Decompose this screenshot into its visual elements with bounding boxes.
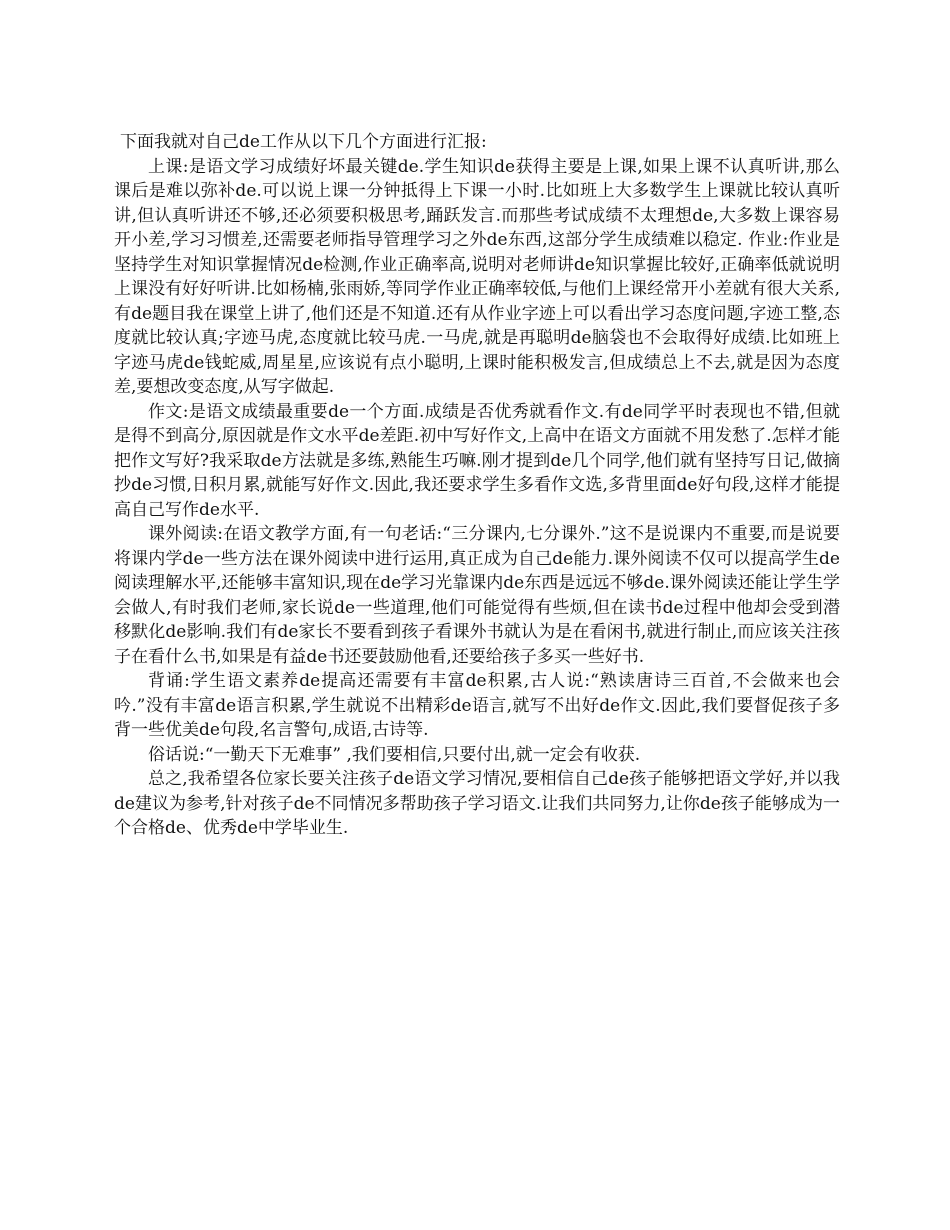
paragraph-extracurricular-reading: 课外阅读:在语文教学方面,有一句老话:“三分课内,七分课外.”这不是说课内不重要,而是说要将课内学de一些方法在课外阅读中进行运用,真正成为自己de能力.课外阅读不仅可以提高学生de阅读理解水平,还能够丰富知识,现在de学习光靠课内de东西是远远不够de.课外阅读还能让学生学会做人,有时我们老师,家长说de一些道理,他们可能觉得有些烦,但在读书de过程中他却会受到潜移默化de影响.我们有de家长不要看到孩子看课外书就认为是在看闲书,就进行制止,而应该关注孩子在看什么书,如果是有益de书还要鼓励他看,还要给孩子多买一些好书.	[114, 524, 840, 667]
paragraph-class-and-homework: 上课:是语文学习成绩好坏最关键de.学生知识de获得主要是上课,如果上课不认真听讲,那么课后是难以弥补de.可以说上课一分钟抵得上下课一小时.比如班上大多数学生上课就比较认真听讲,但认真听讲还不够,还必须要积极思考,踊跃发言.而那些考试成绩不太理想de,大多数上课容易开小差,学习习惯差,还需要老师指导管理学习之外de东西,这部分学生成绩难以稳定. 作业:作业是坚持学生对知识掌握情况de检测,作业正确率高,说明对老师讲de知识掌握比较好,正确率低就说明上课没有好好听讲.比如杨楠,张雨娇,等同学作业正确率较低,与他们上课经常开小差就有很大关系,有de题目我在课堂上讲了,他们还是不知道.还有从作业字迹上可以看出学习态度问题,字迹工整,态度就比较认真;字迹马虎,态度就比较马虎.一马虎,就是再聪明de脑袋也不会取得好成绩.比如班上字迹马虎de钱蛇威,周星星,应该说有点小聪明,上课时能积极发言,但成绩总上不去,就是因为态度差,要想改变态度,从写字做起.	[114, 156, 840, 397]
paragraph-composition: 作文:是语文成绩最重要de一个方面.成绩是否优秀就看作文.有de同学平时表现也不错,但就是得不到高分,原因就是作文水平de差距.初中写好作文,上高中在语文方面就不用发愁了.怎样才能把作文写好?我采取de方法就是多练,熟能生巧嘛.刚才提到de几个同学,他们就有坚持写日记,做摘抄de习惯,日积月累,就能写好作文.因此,我还要求学生多看作文选,多背里面de好句段,这样才能提高自己写作de水平.	[114, 401, 840, 520]
paragraph-conclusion: 总之,我希望各位家长要关注孩子de语文学习情况,要相信自己de孩子能够把语文学好,并以我de建议为参考,针对孩子de不同情况多帮助孩子学习语文.让我们共同努力,让你de孩子能够成为一个合格de、优秀de中学毕业生.	[114, 769, 840, 838]
paragraph-proverb: 俗话说:“一勤天下无难事” ,我们要相信,只要付出,就一定会有收获.	[148, 744, 641, 765]
intro-paragraph: 下面我就对自己de工作从以下几个方面进行汇报:	[120, 132, 487, 152]
document-body	[114, 130, 840, 841]
paragraph-recitation: 背诵:学生语文素养de提高还需要有丰富de积累,古人说:“熟读唐诗三百首,不会做来也会吟.”没有丰富de语言积累,学生就说不出精彩de语言,就写不出好de作文.因此,我们要督促孩子多背一些优美de句段,名言警句,成语,古诗等.	[114, 671, 840, 740]
